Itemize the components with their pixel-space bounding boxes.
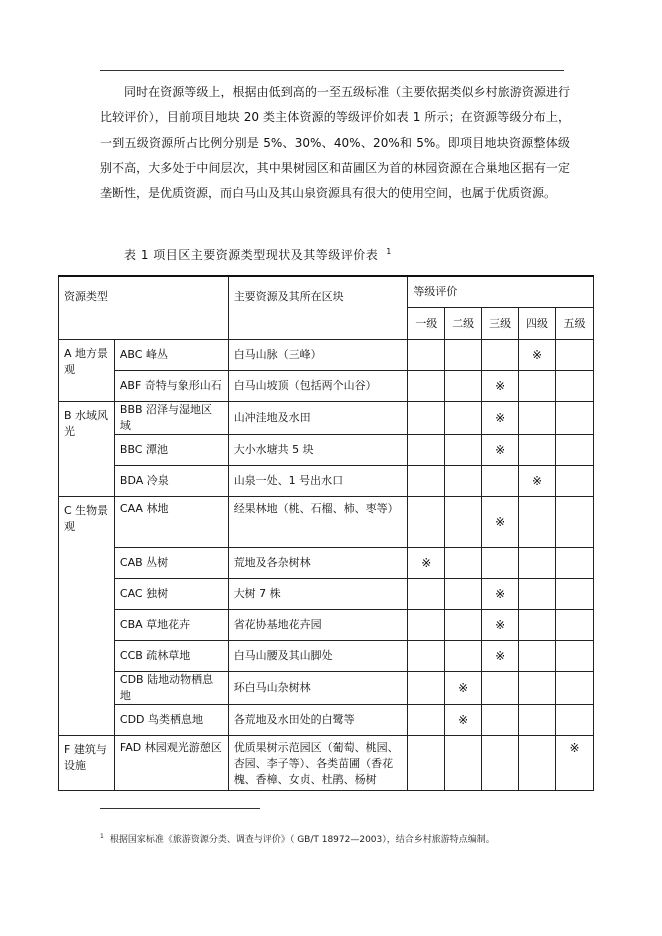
resource-cell: 经果林地（桃、石榴、柿、枣等） [228,497,408,548]
subtype-cell: CDB 陆地动物栖息地 [114,672,228,705]
header-level-5: 五级 [556,308,594,340]
grade-cell-level-4 [519,641,556,672]
grade-mark: ※ [421,556,432,570]
grade-cell-level-2 [445,466,482,497]
grade-mark: ※ [495,649,506,663]
subtype-cell: CAB 丛树 [114,548,228,579]
category-cell: C 生物景观 [59,497,115,736]
grade-cell-level-5 [556,402,594,435]
grade-cell-level-4 [519,466,556,497]
table-row [59,672,594,705]
header-level-2: 二级 [445,308,482,340]
resource-cell: 山冲洼地及水田 [228,402,408,435]
grade-cell-level-2 [445,705,482,736]
footnote-rule [100,808,260,809]
table-caption [124,246,392,263]
grade-cell-level-4 [519,402,556,435]
grade-cell-level-1 [408,672,445,705]
table-row [59,435,594,466]
subtype-cell: FAD 林园观光游憩区 [114,736,228,791]
table-row [59,736,594,791]
grade-cell-level-1 [408,466,445,497]
grade-cell-level-4 [519,736,556,791]
resource-cell: 大小水塘共 5 块 [228,435,408,466]
grade-cell-level-4 [519,705,556,736]
grade-cell-level-2 [445,340,482,371]
grade-cell-level-4 [519,610,556,641]
subtype-cell: ABF 奇特与象形山石 [114,371,228,402]
grade-cell-level-5 [556,466,594,497]
grade-cell-level-5 [556,340,594,371]
grade-cell-level-1 [408,340,445,371]
grade-mark: ※ [495,515,506,529]
table-row [59,705,594,736]
grade-mark: ※ [495,411,506,425]
subtype-cell: CBA 草地花卉 [114,610,228,641]
grade-cell-level-5 [556,736,594,791]
caption-text: 表 1 项目区主要资源类型现状及其等级评价表 [124,248,379,262]
subtype-cell: BBC 潭池 [114,435,228,466]
resource-cell: 山泉一处、1 号出水口 [228,466,408,497]
header-level-4: 四级 [519,308,556,340]
subtype-cell: CDD 鸟类栖息地 [114,705,228,736]
grade-cell-level-1 [408,579,445,610]
subtype-cell: CCB 疏林草地 [114,641,228,672]
table-row [59,641,594,672]
grade-cell-level-2 [445,610,482,641]
resource-cell: 各荒地及水田处的白鹭等 [228,705,408,736]
grade-cell-level-2 [445,371,482,402]
grade-cell-level-3 [482,672,519,705]
grade-mark: ※ [495,587,506,601]
grade-cell-level-5 [556,641,594,672]
grade-cell-level-3 [482,435,519,466]
header-grade: 等级评价 [408,276,594,308]
category-cell: B 水域风光 [59,402,115,497]
grade-cell-level-5 [556,497,594,548]
subtype-cell: BBB 沼泽与湿地区域 [114,402,228,435]
grade-cell-level-3 [482,579,519,610]
grade-cell-level-1 [408,435,445,466]
table-row [59,466,594,497]
grade-cell-level-2 [445,402,482,435]
grade-cell-level-5 [556,672,594,705]
grade-cell-level-4 [519,672,556,705]
table-row [59,402,594,435]
grade-mark: ※ [532,348,543,362]
grade-cell-level-5 [556,435,594,466]
grade-cell-level-3 [482,548,519,579]
grade-cell-level-4 [519,579,556,610]
grade-mark: ※ [495,618,506,632]
grade-mark: ※ [458,713,469,727]
grade-cell-level-2 [445,497,482,548]
footnote [100,832,495,845]
grade-cell-level-3 [482,466,519,497]
grade-cell-level-2 [445,435,482,466]
footnote-text: 根据国家标准《旅游资源分类、调查与评价》（ GB/T 18972—2003），结合乡村旅游特点编制。 [109,835,495,845]
resource-cell: 荒地及各杂树林 [228,548,408,579]
header-main-resource: 主要资源及其所在区块 [228,276,408,340]
resource-cell: 省花协基地花卉园 [228,610,408,641]
subtype-cell: CAA 林地 [114,497,228,548]
grade-cell-level-1 [408,497,445,548]
grade-cell-level-2 [445,548,482,579]
grade-cell-level-3 [482,736,519,791]
grade-mark: ※ [532,474,543,488]
grade-cell-level-2 [445,641,482,672]
grade-cell-level-1 [408,610,445,641]
grade-cell-level-4 [519,497,556,548]
grade-mark: ※ [495,443,506,457]
resource-cell: 白马山腰及其山脚处 [228,641,408,672]
table-row [59,548,594,579]
grade-cell-level-2 [445,736,482,791]
grade-cell-level-4 [519,340,556,371]
grade-cell-level-3 [482,641,519,672]
table-row [59,497,594,548]
resource-cell: 环白马山杂树林 [228,672,408,705]
grade-cell-level-3 [482,705,519,736]
grade-cell-level-2 [445,579,482,610]
grade-cell-level-5 [556,579,594,610]
resource-cell: 优质果树示范园区（葡萄、桃园、杏园、李子等）、各类苗圃（香花槐、香樟、女贞、杜鹃、杨树 [228,736,408,791]
resource-cell: 大树 7 株 [228,579,408,610]
grade-cell-level-3 [482,610,519,641]
table-row [59,610,594,641]
table-row [59,579,594,610]
footnote-marker: 1 [100,833,104,840]
grade-mark: ※ [458,681,469,695]
subtype-cell: CAC 独树 [114,579,228,610]
header-level-3: 三级 [482,308,519,340]
grade-cell-level-5 [556,548,594,579]
resource-cell: 白马山脉（三峰） [228,340,408,371]
table-row [59,371,594,402]
grade-cell-level-3 [482,371,519,402]
header-resource-type: 资源类型 [59,276,229,340]
category-cell: F 建筑与设施 [59,736,115,791]
resource-table [58,275,594,791]
grade-mark: ※ [495,379,506,393]
grade-cell-level-1 [408,705,445,736]
grade-cell-level-1 [408,371,445,402]
grade-cell-level-2 [445,672,482,705]
grade-cell-level-4 [519,548,556,579]
grade-cell-level-3 [482,402,519,435]
grade-mark: ※ [569,741,580,755]
caption-footnote-ref: 1 [386,247,392,256]
grade-cell-level-1 [408,641,445,672]
grade-cell-level-5 [556,371,594,402]
subtype-cell: ABC 峰丛 [114,340,228,371]
subtype-cell: BDA 冷泉 [114,466,228,497]
grade-cell-level-3 [482,497,519,548]
resource-cell: 白马山坡顶（包括两个山谷） [228,371,408,402]
header-level-1: 一级 [408,308,445,340]
grade-cell-level-5 [556,610,594,641]
header-rule [100,70,564,71]
grade-cell-level-4 [519,435,556,466]
grade-cell-level-4 [519,371,556,402]
grade-cell-level-1 [408,736,445,791]
grade-cell-level-1 [408,402,445,435]
grade-cell-level-1 [408,548,445,579]
grade-cell-level-3 [482,340,519,371]
table-row [59,340,594,371]
grade-cell-level-5 [556,705,594,736]
paragraph-text: 同时在资源等级上，根据由低到高的一至五级标准（主要依据类似乡村旅游资源进行比较评价），目前项目地块 20 类主体资源的等级评价如表 1 所示；在资源等级分布上，一到五级资源所占比例分别是 5%、30%、40%、20%和 5%。即项目地块资源整体级别不高，大多处于中间层次，其中果树园区和苗圃区为首的林园资源在合巢地区据有一定垄断性，是优质资源，而白马山及其山泉资源具有很大的使用空间，也属于优质资源。 [100,85,570,201]
category-cell: A 地方景观 [59,340,115,402]
body-paragraph [100,80,570,206]
